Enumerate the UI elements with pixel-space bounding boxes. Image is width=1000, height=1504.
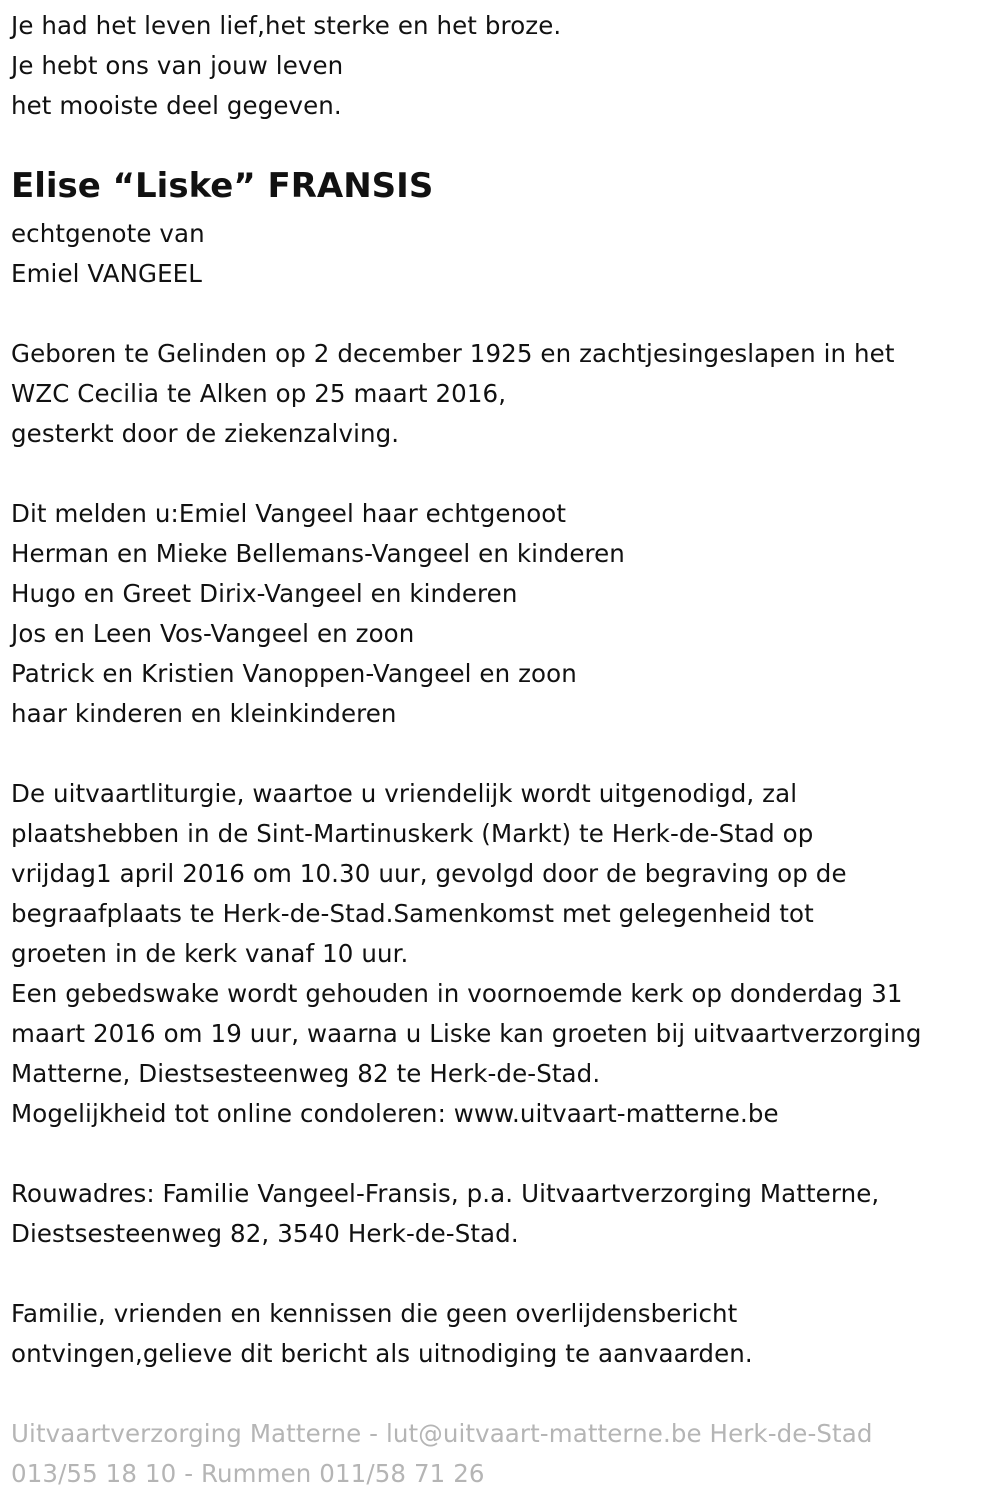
poem-line: Je hebt ons van jouw leven [11,51,344,80]
paragraph-line: groeten in de kerk vanaf 10 uur. [11,939,409,968]
family-line: Hugo en Greet Dirix-Vangeel en kinderen [11,579,518,608]
deceased-name: Elise “Liske” FRANSIS [11,166,434,206]
relation-text: echtgenote van [11,219,205,248]
paragraph-line: vrijdag1 april 2016 om 10.30 uur, gevolgd door de begraving op de [11,859,847,888]
paragraph-line: ontvingen,gelieve dit bericht als uitnodiging te aanvaarden. [11,1339,753,1368]
poem-line: Je had het leven lief,het sterke en het broze. [11,11,562,40]
paragraph-line: begraafplaats te Herk-de-Stad.Samenkomst met gelegenheid tot [11,899,814,928]
footer-line: Uitvaartverzorging Matterne - lut@uitvaart-matterne.be Herk-de-Stad [11,1419,873,1448]
family-line: Herman en Mieke Bellemans-Vangeel en kinderen [11,539,625,568]
paragraph-line: De uitvaartliturgie, waartoe u vriendelijk wordt uitgenodigd, zal [11,779,798,808]
paragraph-line: Geboren te Gelinden op 2 december 1925 en zachtjesingeslapen in het [11,339,895,368]
family-line: Patrick en Kristien Vanoppen-Vangeel en zoon [11,659,577,688]
family-line: Jos en Leen Vos-Vangeel en zoon [11,619,415,648]
paragraph-line: Matterne, Diestsesteenweg 82 te Herk-de-Stad. [11,1059,601,1088]
paragraph-line: WZC Cecilia te Alken op 25 maart 2016, [11,379,507,408]
paragraph-line: plaatshebben in de Sint-Martinuskerk (Markt) te Herk-de-Stad op [11,819,814,848]
paragraph-line: Rouwadres: Familie Vangeel-Fransis, p.a. Uitvaartverzorging Matterne, [11,1179,880,1208]
poem-line: het mooiste deel gegeven. [11,91,342,120]
family-line: haar kinderen en kleinkinderen [11,699,397,728]
footer-line: 013/55 18 10 - Rummen 011/58 71 26 [11,1459,485,1488]
paragraph-line: Diestsesteenweg 82, 3540 Herk-de-Stad. [11,1219,519,1248]
condolence-line: Mogelijkheid tot online condoleren: www.uitvaart-matterne.be [11,1099,779,1128]
paragraph-line: gesterkt door de ziekenzalving. [11,419,400,448]
paragraph-line: Een gebedswake wordt gehouden in voornoemde kerk op donderdag 31 [11,979,903,1008]
spouse-name: Emiel VANGEEL [11,259,202,288]
family-line: Dit melden u:Emiel Vangeel haar echtgenoot [11,499,567,528]
paragraph-line: Familie, vrienden en kennissen die geen overlijdensbericht [11,1299,738,1328]
paragraph-line: maart 2016 om 19 uur, waarna u Liske kan groeten bij uitvaartverzorging [11,1019,922,1048]
